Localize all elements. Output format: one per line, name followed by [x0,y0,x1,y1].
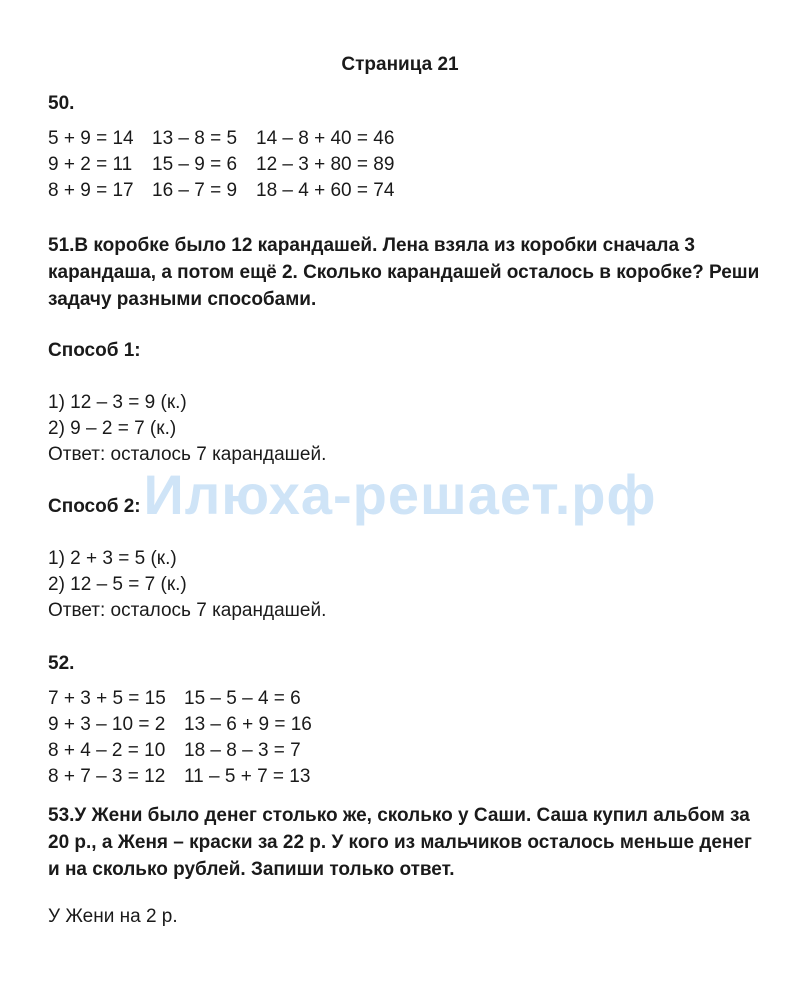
equation: 5 + 9 = 14 [48,128,134,149]
equation: 16 – 7 = 9 [152,180,238,201]
solution-step: 1) 12 – 3 = 9 (к.) [48,392,187,413]
method-2-heading: Способ 2: [48,496,141,517]
answer-line: Ответ: осталось 7 карандашей. [48,600,327,621]
equation: 18 – 4 + 60 = 74 [256,180,395,201]
answer-line: Ответ: осталось 7 карандашей. [48,444,327,465]
task-52-number: 52. [48,653,75,674]
equation: 8 + 4 – 2 = 10 [48,740,166,761]
task-53-statement: 53.У Жени было денег столько же, сколько у Саши. Саша купил альбом за 20 р., а Женя – краски за 22 р. У кого из мальчиков осталось меньше денег и на сколько рублей. Запиши только ответ. [48,805,752,880]
equation: 8 + 9 = 17 [48,180,134,201]
method-1-heading: Способ 1: [48,340,141,361]
equation: 15 – 9 = 6 [152,154,238,175]
task-50-number: 50. [48,93,75,114]
equation: 14 – 8 + 40 = 46 [256,128,395,149]
solution-step: 2) 12 – 5 = 7 (к.) [48,574,187,595]
page-title: Страница 21 [341,54,459,75]
task-53-answer: У Жени на 2 р. [48,906,178,927]
equation: 8 + 7 – 3 = 12 [48,766,166,787]
equation: 18 – 8 – 3 = 7 [184,740,301,761]
equation: 13 – 8 = 5 [152,128,238,149]
equation: 7 + 3 + 5 = 15 [48,688,166,709]
equation: 13 – 6 + 9 = 16 [184,714,312,735]
solution-step: 1) 2 + 3 = 5 (к.) [48,548,177,569]
equation: 9 + 2 = 11 [48,154,133,175]
equation: 15 – 5 – 4 = 6 [184,688,301,709]
solution-step: 2) 9 – 2 = 7 (к.) [48,418,177,439]
equation: 12 – 3 + 80 = 89 [256,154,395,175]
equation: 11 – 5 + 7 = 13 [184,766,311,787]
task-51-statement: 51.В коробке было 12 карандашей. Лена взяла из коробки сначала 3 карандаша, а потом ещё 2. Сколько карандашей осталось в коробке? Реши задачу разными способами. [48,235,760,310]
equation: 9 + 3 – 10 = 2 [48,714,166,735]
watermark: Илюха-решает.рф [143,463,657,526]
